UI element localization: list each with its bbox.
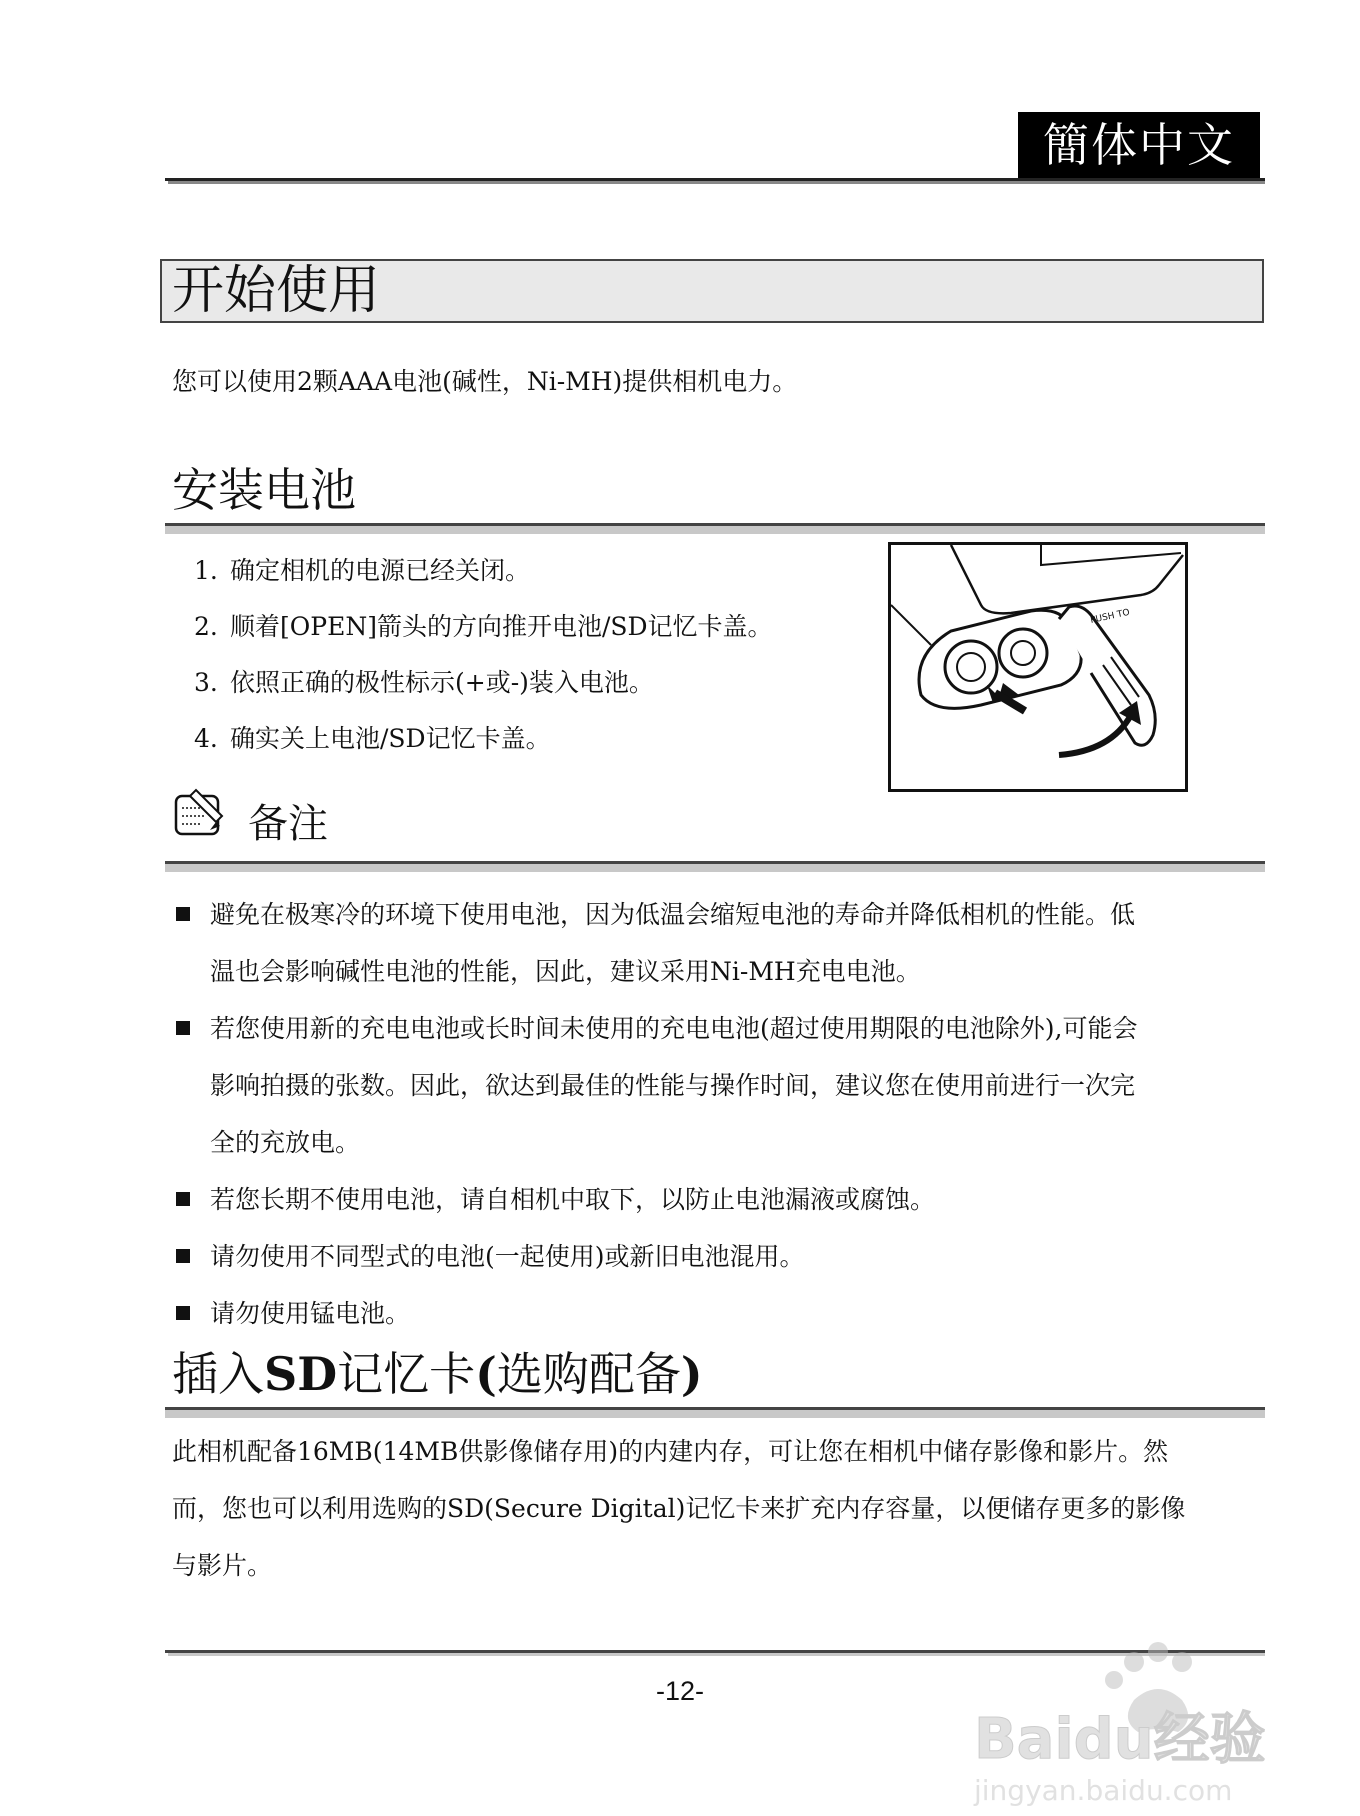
baidu-watermark: [964, 1640, 1294, 1810]
bullet-text-line: 请勿使用锰电池。: [210, 1299, 411, 1328]
sd-title-part: ): [680, 1347, 703, 1401]
step-number: 1.: [194, 556, 218, 585]
sd-title-part: SD: [264, 1347, 338, 1401]
bullet-text-line: 若您长期不使用电池，请自相机中取下，以防止电池漏液或腐蚀。: [210, 1185, 936, 1214]
install-section-rule-shade: [165, 526, 1265, 534]
step-number: 2.: [194, 612, 218, 641]
intro-text: 您可以使用2颗AAA电池(碱性，Ni-MH)提供相机电力。: [172, 367, 798, 396]
sd-paragraph-line: 与影片。: [172, 1551, 273, 1580]
note-bullet: [176, 1228, 1266, 1285]
sd-title-part: 选购配备: [496, 1347, 681, 1401]
note-bullet: [176, 1171, 1266, 1228]
note-section-rule-shade: [165, 864, 1265, 872]
sd-title-part: (: [475, 1347, 497, 1401]
bullet-text-line: 影响拍摄的张数。因此，欲达到最佳的性能与操作时间，建议您在使用前进行一次完: [210, 1071, 1136, 1100]
step-text: 顺着[OPEN]箭头的方向推开电池/SD记忆卡盖。: [230, 612, 773, 641]
note-bullet: [176, 1000, 1266, 1171]
watermark-brand: Baidu经验: [974, 1707, 1266, 1772]
install-section-title: 安装电池: [172, 463, 356, 517]
step-number: 4.: [194, 724, 218, 753]
bullet-square-icon: [176, 907, 190, 921]
bullet-square-icon: [176, 1249, 190, 1263]
chapter-title: 开始使用: [172, 261, 381, 321]
battery-install-illustration: [888, 542, 1188, 792]
step-2: [194, 609, 773, 645]
bullet-text-line: 请勿使用不同型式的电池(一起使用)或新旧电池混用。: [210, 1242, 805, 1271]
sd-paragraph-line: 而，您也可以利用选购的SD(Secure Digital)记忆卡来扩充内存容量，以便储存更多的影像: [172, 1494, 1186, 1523]
step-text: 确定相机的电源已经关闭。: [230, 556, 531, 585]
bullet-text-line: 避免在极寒冷的环境下使用电池，因为低温会缩短电池的寿命并降低相机的性能。低: [210, 900, 1136, 929]
sd-section-rule-shade: [165, 1410, 1265, 1418]
note-section-title: 备注: [248, 801, 328, 847]
note-bullet: [176, 886, 1266, 1000]
bullet-text-line: 全的充放电。: [210, 1128, 361, 1157]
page-number: -12-: [655, 1676, 704, 1706]
note-bullet: [176, 1285, 1266, 1342]
figure-label: PUSH TO: [1089, 607, 1131, 626]
language-tag: 簡体中文: [1018, 112, 1260, 178]
note-pencil-icon: [170, 786, 226, 840]
bullet-square-icon: [176, 1192, 190, 1206]
step-1: [194, 553, 530, 589]
step-number: 3.: [194, 668, 218, 697]
step-text: 确实关上电池/SD记忆卡盖。: [230, 724, 551, 753]
header-rule-shadow: [168, 181, 1265, 184]
camera-battery-drawing: [891, 545, 1185, 789]
sd-title-part: 插入: [172, 1347, 264, 1401]
step-text: 依照正确的极性标示(+或-)装入电池。: [230, 668, 654, 697]
step-3: [194, 665, 654, 701]
bullet-text-line: 温也会影响碱性电池的性能，因此，建议采用Ni-MH充电电池。: [210, 957, 921, 986]
step-4: [194, 721, 551, 757]
sd-section-title: [172, 1344, 703, 1404]
bullet-square-icon: [176, 1306, 190, 1320]
bullet-square-icon: [176, 1021, 190, 1035]
watermark-url: jingyan.baidu.com: [974, 1774, 1233, 1807]
bullet-text-line: 若您使用新的充电电池或长时间未使用的充电电池(超过使用期限的电池除外),可能会: [210, 1014, 1138, 1043]
sd-paragraph-line: 此相机配备16MB(14MB供影像储存用)的内建内存，可让您在相机中储存影像和影片。然: [172, 1437, 1169, 1466]
sd-title-part: 记忆卡: [337, 1347, 476, 1401]
